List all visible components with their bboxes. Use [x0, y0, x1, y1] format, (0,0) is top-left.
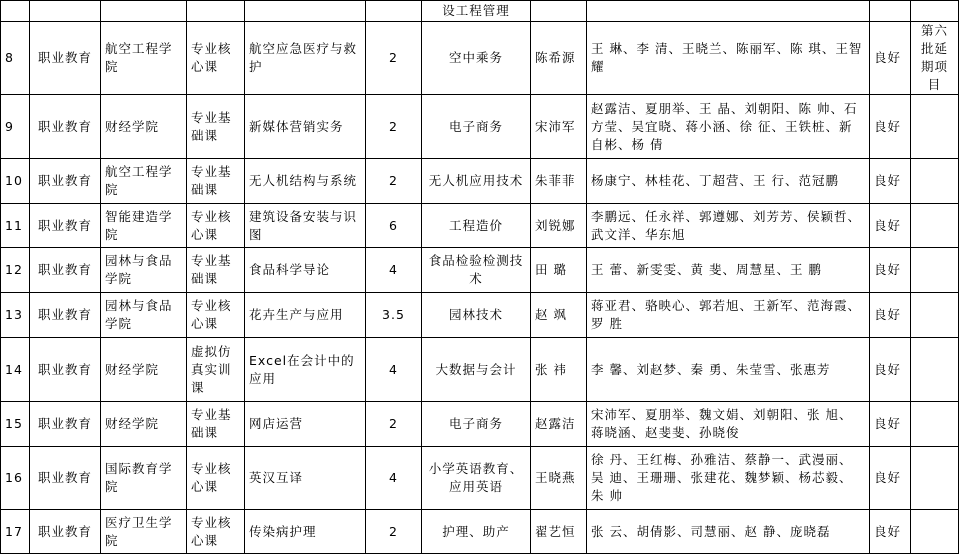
table-row: [1, 204, 959, 248]
cell-college: 财经学院: [101, 338, 187, 402]
cell-category: 职业教育: [30, 293, 101, 338]
cell-leader: 朱菲菲: [531, 159, 587, 204]
cell-category: 职业教育: [30, 510, 101, 554]
cell-rating: 良好: [870, 159, 911, 204]
cell-no: 11: [1, 204, 30, 248]
cell-note: [911, 510, 959, 554]
cell-rating: 良好: [870, 510, 911, 554]
cell-course-type: 虚拟仿真实训课: [187, 338, 245, 402]
cell-credits: 2: [366, 95, 422, 159]
cell-college: 智能建造学院: [101, 204, 187, 248]
cell-empty: [187, 1, 245, 22]
cell-category: 职业教育: [30, 204, 101, 248]
cell-leader: 王晓燕: [531, 447, 587, 510]
table-row: [1, 248, 959, 293]
cell-course-type: 专业基础课: [187, 159, 245, 204]
cell-major: 护理、助产: [422, 510, 531, 554]
cell-course-type: 专业核心课: [187, 293, 245, 338]
cell-note: [911, 248, 959, 293]
cell-course-type: 专业核心课: [187, 510, 245, 554]
cell-course: 无人机结构与系统: [245, 159, 366, 204]
cell-rating: 良好: [870, 95, 911, 159]
cell-note: [911, 159, 959, 204]
cell-college: 国际教育学院: [101, 447, 187, 510]
cell-college: 园林与食品学院: [101, 293, 187, 338]
cell-members: 李 馨、刘赵梦、秦 勇、朱莹雪、张惠芳: [587, 338, 870, 402]
table-row: [1, 402, 959, 447]
cell-major: 食品检验检测技术: [422, 248, 531, 293]
cell-members: 杨康宁、林桂花、丁超营、王 行、范冠鹏: [587, 159, 870, 204]
cell-leader: 赵露洁: [531, 402, 587, 447]
cell-members: 王 琳、李 清、王晓兰、陈丽军、陈 琪、王智耀: [587, 22, 870, 95]
cell-credits: 6: [366, 204, 422, 248]
cell-rating: 良好: [870, 293, 911, 338]
cell-members: 张 云、胡倩影、司慧丽、赵 静、庞晓磊: [587, 510, 870, 554]
cell-category: 职业教育: [30, 402, 101, 447]
cell-empty: [870, 1, 911, 22]
cell-empty: [911, 1, 959, 22]
cell-major: 无人机应用技术: [422, 159, 531, 204]
cell-credits: 2: [366, 402, 422, 447]
cell-course: 网店运营: [245, 402, 366, 447]
cell-category: 职业教育: [30, 95, 101, 159]
cell-no: 17: [1, 510, 30, 554]
cell-empty: [531, 1, 587, 22]
cell-rating: 良好: [870, 338, 911, 402]
cell-course: 新媒体营销实务: [245, 95, 366, 159]
cell-no: 8: [1, 22, 30, 95]
cell-major: 小学英语教育、应用英语: [422, 447, 531, 510]
cell-credits: 4: [366, 248, 422, 293]
cell-course: 传染病护理: [245, 510, 366, 554]
cell-no: 16: [1, 447, 30, 510]
cell-credits: 2: [366, 510, 422, 554]
cell-members: 宋沛军、夏朋举、魏文娟、刘朝阳、张 旭、蒋晓涵、赵斐斐、孙晓俊: [587, 402, 870, 447]
cell-empty: [30, 1, 101, 22]
cell-credits: 4: [366, 338, 422, 402]
cell-members: 赵露洁、夏朋举、王 晶、刘朝阳、陈 帅、石方莹、吴宜晓、蒋小涵、徐 征、王铁桩、新自彬、杨 倩: [587, 95, 870, 159]
cell-leader: 宋沛军: [531, 95, 587, 159]
cell-course: Excel在会计中的应用: [245, 338, 366, 402]
cell-no: 13: [1, 293, 30, 338]
cell-note: [911, 204, 959, 248]
cell-category: 职业教育: [30, 22, 101, 95]
cell-no: 15: [1, 402, 30, 447]
cell-note: 第六批延期项目: [911, 22, 959, 95]
cell-note: [911, 402, 959, 447]
cell-college: 航空工程学院: [101, 159, 187, 204]
cell-no: 9: [1, 95, 30, 159]
cell-note: [911, 293, 959, 338]
cell-empty: [366, 1, 422, 22]
cell-credits: 2: [366, 159, 422, 204]
cell-major: 电子商务: [422, 402, 531, 447]
cell-credits: 3.5: [366, 293, 422, 338]
cell-note: [911, 338, 959, 402]
cell-no: 12: [1, 248, 30, 293]
cell-major: 空中乘务: [422, 22, 531, 95]
cell-category: 职业教育: [30, 248, 101, 293]
cell-members: 王 蕾、新雯雯、黄 斐、周慧星、王 鹏: [587, 248, 870, 293]
cell-members: 徐 丹、王红梅、孙雅洁、蔡静一、武漫丽、吴 迪、王珊珊、张建花、魏梦颖、杨芯毅、朱 帅: [587, 447, 870, 510]
cell-course: 英汉互译: [245, 447, 366, 510]
cell-empty: [101, 1, 187, 22]
cell-category: 职业教育: [30, 159, 101, 204]
cell-course-type: 专业基础课: [187, 95, 245, 159]
cell-leader: 陈希源: [531, 22, 587, 95]
cell-category: 职业教育: [30, 447, 101, 510]
cell-course-type: 专业基础课: [187, 402, 245, 447]
cell-empty: [245, 1, 366, 22]
cell-leader: 赵 飒: [531, 293, 587, 338]
table-row: [1, 293, 959, 338]
cell-leader: 田 璐: [531, 248, 587, 293]
cell-rating: 良好: [870, 447, 911, 510]
cell-college: 航空工程学院: [101, 22, 187, 95]
cell-college: 园林与食品学院: [101, 248, 187, 293]
cell-course: 航空应急医疗与救护: [245, 22, 366, 95]
cell-note: [911, 447, 959, 510]
cell-credits: 2: [366, 22, 422, 95]
cell-major: 大数据与会计: [422, 338, 531, 402]
cell-no: 10: [1, 159, 30, 204]
cell-course: 食品科学导论: [245, 248, 366, 293]
table-row: [1, 447, 959, 510]
cell-empty: [1, 1, 30, 22]
cell-leader: 翟艺恒: [531, 510, 587, 554]
cell-major: 设工程管理: [422, 1, 531, 22]
table-row: [1, 22, 959, 95]
table-row: [1, 95, 959, 159]
cell-note: [911, 95, 959, 159]
cell-college: 医疗卫生学院: [101, 510, 187, 554]
cell-major: 电子商务: [422, 95, 531, 159]
cell-course-type: 专业核心课: [187, 447, 245, 510]
table-row-continued: [1, 1, 959, 22]
cell-rating: 良好: [870, 402, 911, 447]
cell-credits: 4: [366, 447, 422, 510]
cell-college: 财经学院: [101, 402, 187, 447]
cell-course: 建筑设备安装与识图: [245, 204, 366, 248]
cell-rating: 良好: [870, 204, 911, 248]
cell-no: 14: [1, 338, 30, 402]
cell-empty: [587, 1, 870, 22]
cell-leader: 刘锐娜: [531, 204, 587, 248]
cell-category: 职业教育: [30, 338, 101, 402]
cell-course-type: 专业基础课: [187, 248, 245, 293]
cell-college: 财经学院: [101, 95, 187, 159]
cell-rating: 良好: [870, 248, 911, 293]
cell-major: 工程造价: [422, 204, 531, 248]
table-row: [1, 338, 959, 402]
cell-course-type: 专业核心课: [187, 204, 245, 248]
cell-major: 园林技术: [422, 293, 531, 338]
cell-members: 蒋亚君、骆映心、郭若旭、王新军、范海霞、罗 胜: [587, 293, 870, 338]
cell-course: 花卉生产与应用: [245, 293, 366, 338]
cell-rating: 良好: [870, 22, 911, 95]
cell-leader: 张 祎: [531, 338, 587, 402]
cell-course-type: 专业核心课: [187, 22, 245, 95]
table-row: [1, 510, 959, 554]
cell-members: 李鹏远、任永祥、郭遵娜、刘芳芳、侯颖哲、武文洋、华东旭: [587, 204, 870, 248]
table-row: [1, 159, 959, 204]
